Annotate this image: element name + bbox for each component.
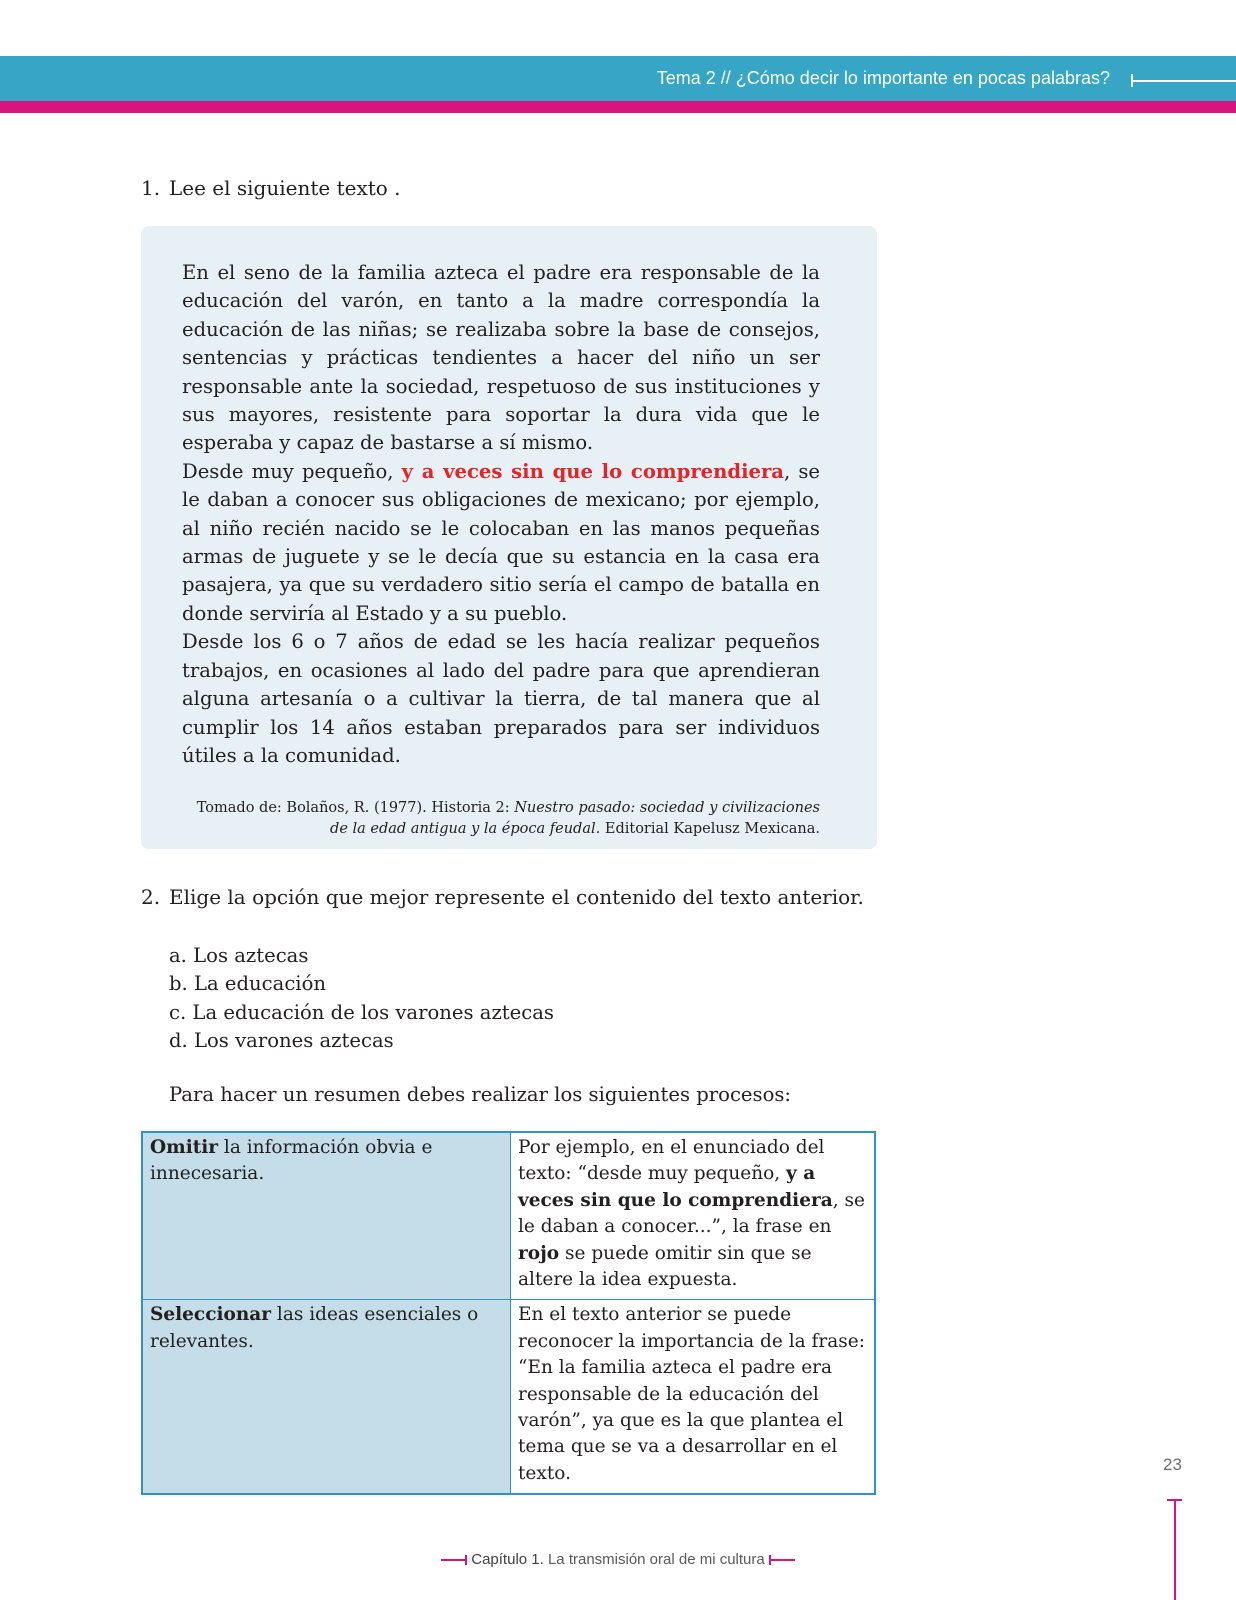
summary-process-table	[141, 1131, 876, 1495]
side-rule	[1174, 1500, 1176, 1600]
summary-intro: Para hacer un resumen debes realizar los siguientes procesos:	[169, 1083, 792, 1106]
process-select-keyword: Seleccionar	[150, 1304, 272, 1326]
citation-suffix: . Editorial Kapelusz Mexicana.	[595, 821, 820, 838]
reading-highlight: y a veces sin que lo comprendiera	[401, 459, 784, 483]
header-accent-stripe	[0, 101, 1236, 113]
footer-title: La transmisión oral de mi cultura	[543, 1551, 765, 1568]
table-row	[142, 1300, 875, 1494]
question-2	[141, 885, 864, 909]
process-select	[142, 1300, 511, 1494]
reading-paragraph-2-end: , se le daban a conocer sus obligaciones de mexicano; por ejemplo, al niño recién nacido se le colocaban en las manos pequeñas armas de juguete y se le decía que su estancia en la casa era pasajera, ya que su verdadero sitio sería el campo de batalla en donde serviría al Estado y a su pueblo.	[182, 459, 820, 625]
option-d: d. Los varones aztecas	[169, 1029, 394, 1053]
process-select-example: En el texto anterior se puede reconocer la importancia de la frase: “En la familia azteca el padre era responsable de la educación del varón”, ya que es la que plantea el tema que se va a desarrollar en el texto.	[511, 1300, 876, 1494]
process-omit-example	[511, 1132, 876, 1300]
question-2-text: Elige la opción que mejor represente el contenido del texto anterior.	[169, 885, 864, 909]
process-omit-text: la información obvia e innecesaria.	[150, 1137, 433, 1185]
option-a: a. Los aztecas	[169, 944, 309, 967]
option-c: c. La educación de los varones aztecas	[169, 1000, 554, 1024]
question-1-text: Lee el siguiente texto .	[169, 176, 401, 200]
footer-rule-left	[441, 1559, 467, 1561]
reading-paragraph-2	[182, 458, 820, 628]
header-title: Tema 2 // ¿Cómo decir lo importante en pocas palabras?	[656, 68, 1110, 88]
example-text: , se le daban a conocer...”, la frase en	[518, 1189, 865, 1238]
reading-paragraph-2-start: Desde muy pequeño,	[182, 459, 402, 483]
footer-chapter: Capítulo 1.	[471, 1551, 544, 1568]
header-rule	[1132, 80, 1236, 82]
answer-options	[169, 942, 554, 1056]
example-bold-phrase: y a veces sin que lo comprendiera	[518, 1163, 833, 1211]
example-text: se puede omitir sin que se altere la idea expuesta.	[518, 1242, 812, 1291]
reading-box	[141, 226, 877, 849]
table-row	[142, 1132, 875, 1300]
question-1	[141, 176, 401, 200]
footer-rule-right	[769, 1559, 795, 1561]
question-2-number: 2.	[141, 885, 161, 909]
question-1-number: 1.	[141, 176, 161, 200]
reading-paragraph-3: Desde los 6 o 7 años de edad se les hacía realizar pequeños trabajos, en ocasiones al lado del padre para que aprendieran alguna artesanía o a cultivar la tierra, de tal manera que al cumplir los 14 años estaban preparados para ser individuos útiles a la comunidad.	[182, 630, 820, 767]
citation	[182, 798, 820, 840]
citation-title: Nuestro pasado: sociedad y civilizaciones de la edad antigua y la época feudal	[330, 800, 820, 838]
example-text: Por ejemplo, en el enunciado del texto: “desde muy pequeño,	[518, 1137, 825, 1185]
process-omit	[142, 1132, 511, 1300]
page-number: 23	[1163, 1455, 1182, 1474]
example-bold-word: rojo	[518, 1242, 560, 1264]
footer	[0, 1551, 1236, 1568]
process-omit-keyword: Omitir	[150, 1137, 219, 1158]
citation-prefix: Tomado de: Bolaños, R. (1977). Historia 2:	[196, 800, 515, 817]
option-b: b. La educación	[169, 972, 326, 996]
reading-paragraph-1: En el seno de la familia azteca el padre era responsable de la educación del varón, en tanto a la madre correspondía la educación de las niñas; se realizaba sobre la base de consejos, sentencias y prácticas tendientes a hacer del niño un ser responsable ante la sociedad, respetuoso de sus instituciones y sus mayores, resistente para soportar la dura vida que le esperaba y capaz de bastarse a sí mismo.	[182, 261, 820, 455]
process-select-text: las ideas esenciales o relevantes.	[150, 1304, 479, 1352]
